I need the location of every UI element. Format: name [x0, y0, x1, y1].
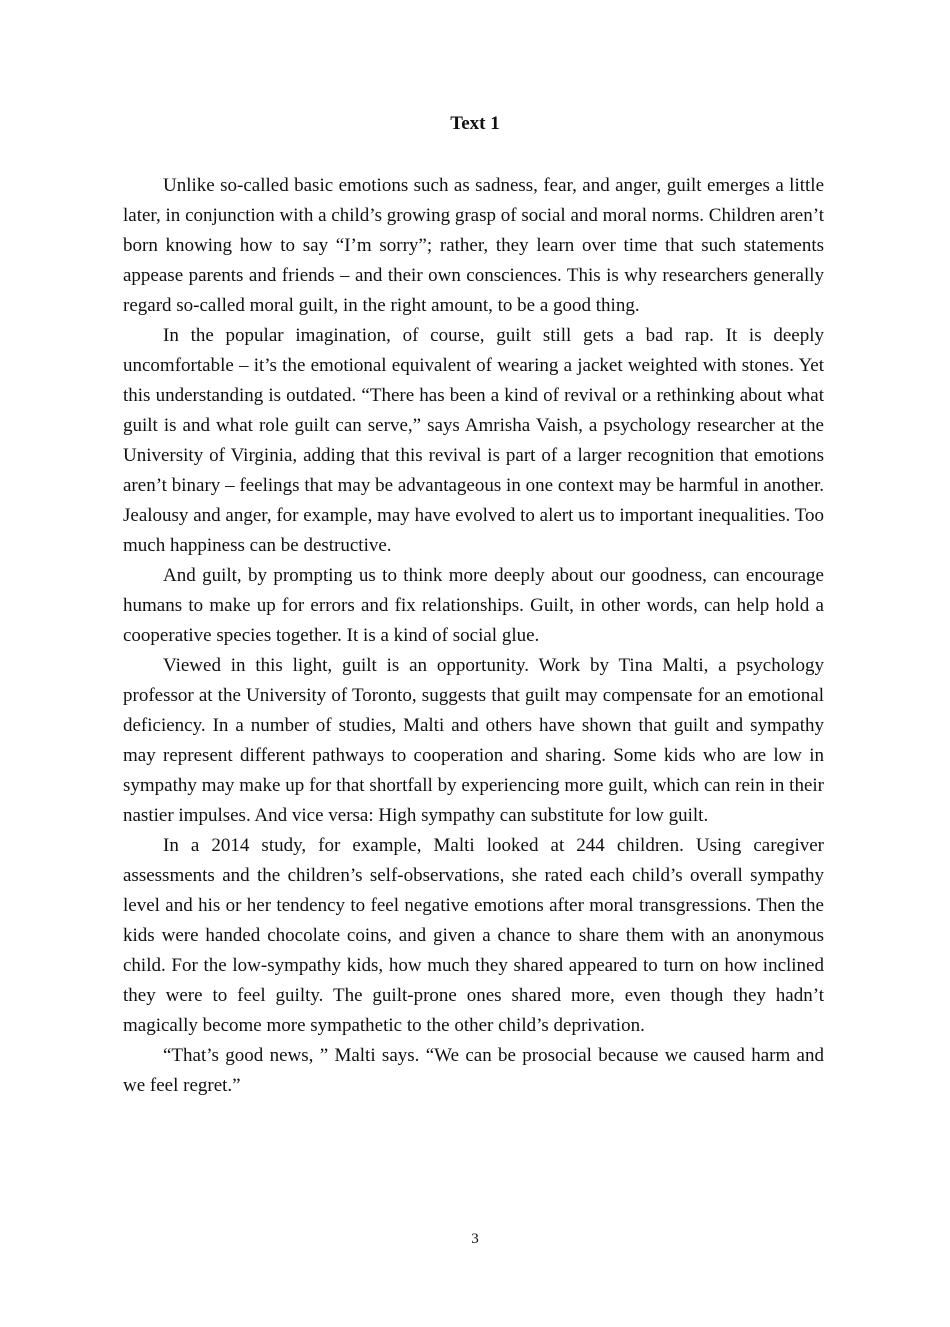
- paragraph-1: Unlike so-called basic emotions such as sadness, fear, and anger, guilt emerges a little later, in conjunction with a child’s growing grasp of social and moral norms. Children aren’t born knowing how to say “I’m sorry”; rather, they learn over time that such statements appease parents and friends – and their own consciences. This is why researchers generally regard so-called moral guilt, in the right amount, to be a good thing.: [123, 175, 824, 316]
- page-number: 3: [471, 1231, 479, 1247]
- paragraph-5: In a 2014 study, for example, Malti looked at 244 children. Using caregiver assessments and the children’s self-observations, she rated each child’s overall sympathy level and his or her tendency to feel negative emotions after moral transgressions. Then the kids were handed chocolate coins, and given a chance to share them with an anonymous child. For the low-sympathy kids, how much they shared appeared to turn on how inclined they were to feel guilty. The guilt-prone ones shared more, even though they hadn’t magically become more sympathetic to the other child’s deprivation.: [123, 835, 824, 1036]
- paragraph-3: And guilt, by prompting us to think more deeply about our goodness, can encourage humans to make up for errors and fix relationships. Guilt, in other words, can help hold a cooperative species together. It is a kind of social glue.: [123, 565, 824, 646]
- paragraph-6: “That’s good news, ” Malti says. “We can be prosocial because we caused harm and we feel regret.”: [123, 1045, 824, 1096]
- document-title: Text 1: [450, 113, 500, 134]
- document-body: [123, 171, 824, 1101]
- paragraph-4: Viewed in this light, guilt is an opportunity. Work by Tina Malti, a psychology professor at the University of Toronto, suggests that guilt may compensate for an emotional deficiency. In a number of studies, Malti and others have shown that guilt and sympathy may represent different pathways to cooperation and sharing. Some kids who are low in sympathy may make up for that shortfall by experiencing more guilt, which can rein in their nastier impulses. And vice versa: High sympathy can substitute for low guilt.: [123, 655, 824, 826]
- paragraph-2: In the popular imagination, of course, guilt still gets a bad rap. It is deeply uncomfortable – it’s the emotional equivalent of wearing a jacket weighted with stones. Yet this understanding is outdated. “There has been a kind of revival or a rethinking about what guilt is and what role guilt can serve,” says Amrisha Vaish, a psychology researcher at the University of Virginia, adding that this revival is part of a larger recognition that emotions aren’t binary – feelings that may be advantageous in one context may be harmful in another. Jealousy and anger, for example, may have evolved to alert us to important inequalities. Too much happiness can be destructive.: [123, 325, 824, 556]
